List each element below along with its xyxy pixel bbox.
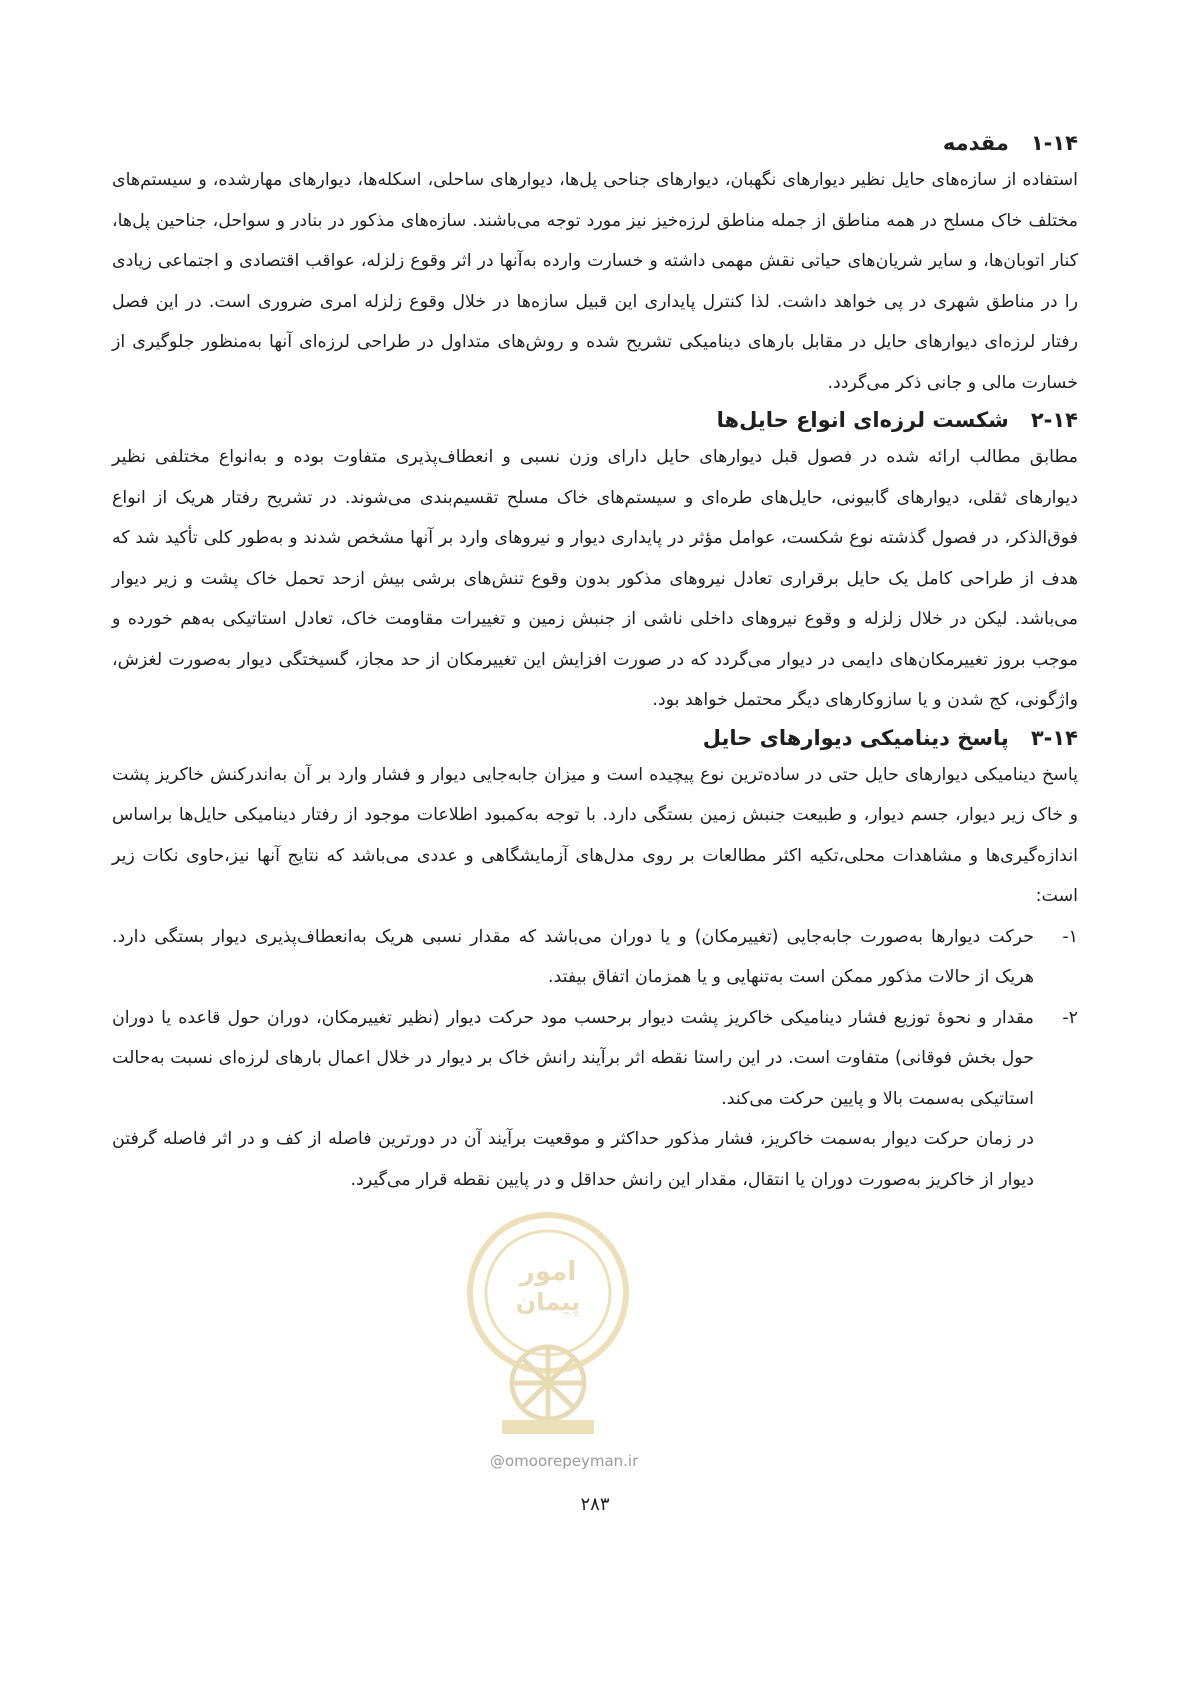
- section-1-heading: [112, 126, 1078, 160]
- section-3-paragraph: پاسخ دینامیکی دیوارهای حایل حتی در ساده‌ترین نوع پیچیده است و میزان جابه‌جایی دیوار و فشار وارد بر آن به‌اندرکنش خاکریز پشت و خاک زیر دیوار، جسم دیوار، و طبیعت جنبش زمین بستگی دارد. با توجه به‌کمبود اطلاعات موجود از رفتار دینامیکی حایل‌ها براساس اندازه‌گیری‌ها و مشاهدات محلی،تکیه اکثر مطالعات بر روی مدل‌های آزمایشگاهی و عددی می‌باشد که نتایج آنها نیز،حاوی نکات زیر است:: [112, 764, 1078, 906]
- section-2-paragraph: مطابق مطالب ارائه شده در فصول قبل دیوارهای حایل دارای وزن نسبی و انعطاف‌پذیری متفاوت بوده و به‌انواع مختلفی نظیر دیوارهای ثقلی، دیوارهای گابیونی، حایل‌های طره‌ای و سیستم‌های خاک مسلح تقسیم‌بندی می‌شوند. در تشریح رفتار هریک از انواع فوق‌الذکر، در فصول گذشته نوع شکست، عوامل مؤثر در پایداری دیوار و نیروهای وارد بر آنها مشخص شدند و به‌طور کلی تأکید شد که هدف از طراحی کامل یک حایل برقراری تعادل نیروهای مذکور بدون وقوع تنش‌های برشی بیش ازحد تحمل خاک پشت و زیر دیوار می‌باشد. لیکن در خلال زلزله و وقوع نیروهای داخلی ناشی از جنبش زمین و تغییرات مقاومت خاک، تعادل استاتیکی به‌هم خورده و موجب بروز تغییرمکان‌های دایمی در دیوار می‌گردد که در صورت افزایش این تغییرمکان از حد مجاز، گسیختگی دیوار به‌صورت لغزش، واژگونی، کج شدن و یا سازوکارهای دیگر محتمل خواهد بود.: [112, 447, 1078, 710]
- page-content: [112, 126, 1078, 1200]
- section-3-title: پاسخ دینامیکی دیوارهای حایل: [702, 725, 1009, 750]
- section-2-heading: [112, 403, 1078, 437]
- svg-text:پیمان: پیمان: [515, 1288, 581, 1316]
- section-1-title: مقدمه: [942, 131, 1009, 155]
- section-2-title: شکست لرزه‌ای انواع حایل‌ها: [716, 408, 1009, 432]
- section-3-number: ۳-۱۴: [1030, 725, 1078, 750]
- list-continuation-paragraph: در زمان حرکت دیوار به‌سمت خاکریز، فشار مذکور حداکثر و موقعیت برآیند آن در دورترین فاصله از کف و در اثر فاصله گرفتن دیوار از خاکریز به‌صورت دوران یا انتقال، مقدار این رانش حداقل و در پایین نقطه قرار می‌گیرد.: [112, 1129, 1034, 1190]
- section-1-number: ۱-۱۴: [1030, 131, 1078, 155]
- section-2-number: ۲-۱۴: [1030, 408, 1078, 432]
- section-1-paragraph: استفاده از سازه‌های حایل نظیر دیوارهای نگهبان، دیوارهای جناحی پل‌ها، دیوارهای ساحلی، اسکله‌ها، دیوارهای مهارشده، و سیستم‌های مختلف خاک مسلح در همه مناطق از جمله مناطق لرزه‌خیز نیز مورد توجه می‌باشند. سازه‌های مذکور در بنادر و سواحل، جناحین پل‌ها، کنار اتوبان‌ها، و سایر شریان‌های حیاتی نقش مهمی داشته و خسارت وارده به‌آنها در اثر وقوع زلزله، عواقب اقتصادی و اجتماعی زیادی را در مناطق شهری در پی خواهد داشت. لذا کنترل پایداری این قبیل سازه‌ها در خلال وقوع زلزله امری ضروری است. در این فصل رفتار لرزه‌ای دیوارهای حایل در مقابل بارهای دینامیکی تشریح شده و روش‌های متداول در طراحی لرزه‌ای آنها به‌منظور جلوگیری از خسارت مالی و جانی ذکر می‌گردد.: [112, 170, 1078, 393]
- list-item-number: ۲-: [1062, 1007, 1078, 1028]
- list-item: [112, 998, 1078, 1120]
- watermark-site: @omoorepeyman.ir: [490, 1452, 639, 1470]
- numbered-list: [112, 917, 1078, 1120]
- list-item-text: حرکت دیوارها به‌صورت جابه‌جایی (تغییرمکان) و یا دوران می‌باشد که مقدار نسبی هریک به‌انعطاف‌پذیری دیوار بستگی دارد. هریک از حالات مذکور ممکن است به‌تنهایی و یا همزمان اتفاق بیفتد.: [112, 926, 1034, 987]
- svg-text:امور: امور: [519, 1257, 577, 1287]
- page-number: ۲۸۳: [580, 1494, 610, 1515]
- list-item-text: مقدار و نحوۀ توزیع فشار دینامیکی خاکریز پشت دیوار برحسب مود حرکت دیوار (نظیر تغییرمکان، دوران حول قاعده یا دوران حول بخش فوقانی) متفاوت است. در این راستا نقطه اثر برآیند رانش خاک بر دیوار در خلال اعمال بارهای لرزه‌ای نسبت به‌حالت استاتیکی به‌سمت بالا و پایین حرکت می‌کند.: [112, 1007, 1034, 1109]
- section-3-heading: [112, 721, 1078, 755]
- list-item-number: ۱-: [1062, 926, 1078, 947]
- list-item: [112, 917, 1078, 998]
- watermark-logo: [458, 1198, 638, 1448]
